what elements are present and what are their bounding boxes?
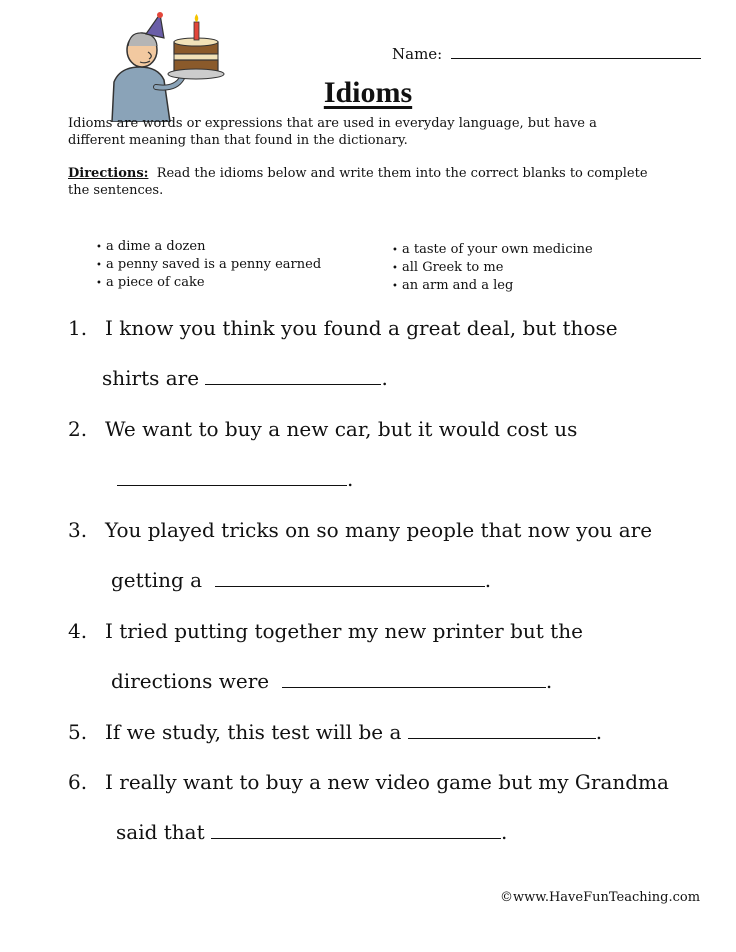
question-2-text: We want to buy a new car, but it would cost us bbox=[105, 417, 578, 441]
list-item: • a taste of your own medicine bbox=[392, 242, 593, 257]
list-item: • all Greek to me bbox=[392, 260, 504, 275]
copyright-footer: ©www.HaveFunTeaching.com bbox=[500, 890, 701, 905]
question-3-line2: getting a . bbox=[111, 568, 492, 592]
bullet-icon: • bbox=[392, 263, 398, 274]
answer-blank-2[interactable] bbox=[117, 467, 347, 486]
question-4-number: 4. bbox=[68, 619, 88, 643]
question-5-text: If we study, this test will be a . bbox=[105, 720, 603, 744]
answer-blank-6[interactable] bbox=[211, 820, 501, 839]
intro-text: Idioms are words or expressions that are used in everyday language, but have a different meaning than that found in the dictionary. bbox=[68, 116, 597, 148]
answer-blank-3[interactable] bbox=[215, 568, 485, 587]
bullet-icon: • bbox=[96, 242, 102, 253]
question-1-line2: shirts are . bbox=[102, 366, 388, 390]
question-3-number: 3. bbox=[68, 518, 88, 542]
answer-blank-4[interactable] bbox=[282, 669, 546, 688]
list-item: • an arm and a leg bbox=[392, 278, 514, 293]
question-2-number: 2. bbox=[68, 417, 88, 441]
word-bank-right bbox=[392, 241, 593, 295]
question-6-text: I really want to buy a new video game but my Grandma bbox=[105, 770, 669, 794]
question-1-number: 1. bbox=[68, 316, 88, 340]
bullet-icon: • bbox=[392, 245, 398, 256]
bullet-icon: • bbox=[96, 260, 102, 271]
directions-label: Directions: bbox=[68, 166, 149, 181]
name-blank[interactable] bbox=[451, 44, 701, 59]
name-label: Name: bbox=[392, 45, 443, 63]
question-4-line2: directions were . bbox=[111, 669, 553, 693]
list-item: • a dime a dozen bbox=[96, 239, 206, 254]
question-5-number: 5. bbox=[68, 720, 88, 744]
list-item: • a penny saved is a penny earned bbox=[96, 257, 322, 272]
question-6-number: 6. bbox=[68, 770, 88, 794]
bullet-icon: • bbox=[392, 281, 398, 292]
answer-blank-5[interactable] bbox=[408, 720, 596, 739]
word-bank-left bbox=[96, 238, 321, 292]
bullet-icon: • bbox=[96, 278, 102, 289]
question-3-text: You played tricks on so many people that now you are bbox=[105, 518, 653, 542]
page-title: Idioms bbox=[323, 76, 413, 109]
answer-blank-1[interactable] bbox=[205, 366, 381, 385]
question-1-text: I know you think you found a great deal, but those bbox=[105, 316, 618, 340]
question-2-line2: . bbox=[117, 467, 353, 491]
directions-text: Read the idioms below and write them into the correct blanks to complete the sentences. bbox=[68, 166, 648, 198]
name-field[interactable] bbox=[392, 44, 701, 63]
question-4-text: I tried putting together my new printer but the bbox=[105, 619, 583, 643]
question-6-line2: said that . bbox=[116, 820, 508, 844]
directions bbox=[68, 165, 648, 199]
list-item: • a piece of cake bbox=[96, 275, 205, 290]
